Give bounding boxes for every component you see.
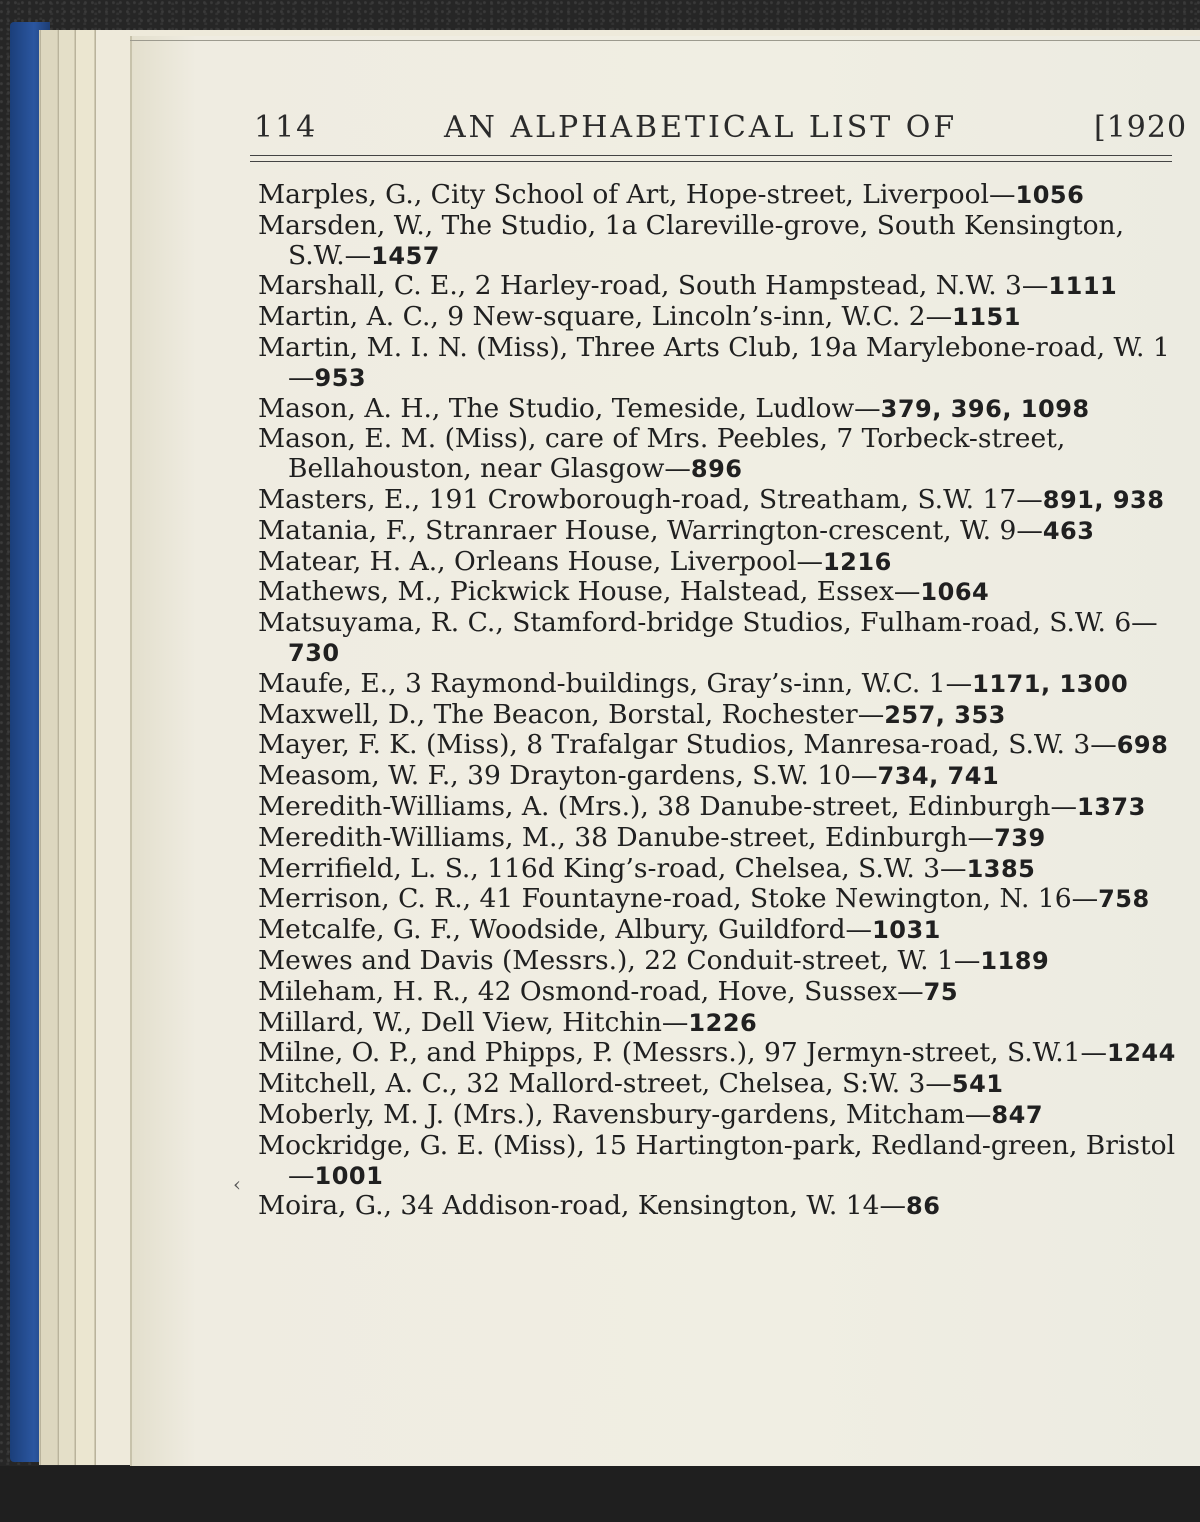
entry-text: Matear, H. A., Orleans House, Liverpool—: [258, 545, 823, 577]
entry-text: Marples, G., City School of Art, Hope-street, Liverpool—: [258, 179, 1016, 210]
list-item: [258, 1131, 1178, 1192]
entry-text: Millard, W., Dell View, Hitchin—: [258, 1006, 689, 1038]
entry-number: 1064: [920, 578, 990, 607]
list-item: [258, 1008, 1178, 1039]
entry-text: Mewes and Davis (Messrs.), 22 Conduit-street, W. 1—: [258, 944, 981, 976]
entry-text: Milne, O. P., and Phipps, P. (Messrs.), 97 Jermyn-street, S.W.1—: [258, 1037, 1108, 1069]
entry-text: Merrison, C. R., 41 Fountayne-road, Stoke Newington, N. 16—: [258, 883, 1099, 915]
list-item: [258, 180, 1178, 211]
list-item: [258, 915, 1178, 946]
entry-number: 698: [1116, 731, 1169, 760]
entry-text: Maufe, E., 3 Raymond-buildings, Gray’s-inn, W.C. 1—: [258, 667, 973, 699]
entry-text: Mayer, F. K. (Miss), 8 Trafalgar Studios, Manresa-road, S.W. 3—: [258, 729, 1117, 761]
list-item: [258, 1100, 1178, 1131]
list-item: [258, 669, 1178, 700]
list-item: [258, 577, 1178, 608]
list-item: [258, 547, 1178, 578]
entry-text: Martin, A. C., 9 New-square, Lincoln’s-inn, W.C. 2—: [258, 301, 953, 333]
page-header: [0, 0, 1200, 160]
list-item: [258, 333, 1178, 394]
entry-number: 1385: [966, 854, 1036, 883]
list-item: [258, 302, 1178, 333]
list-item: [258, 977, 1178, 1008]
entry-number: 847: [991, 1100, 1044, 1129]
page-number: 114: [254, 110, 318, 145]
list-item: [258, 854, 1178, 885]
entry-text: Martin, M. I. N. (Miss), Three Arts Club, 19a Marylebone-road, W. 1—: [258, 331, 1170, 393]
list-item: [258, 424, 1178, 485]
entry-number: 1001: [314, 1161, 384, 1190]
entry-number: 1171, 1300: [972, 669, 1129, 698]
header-double-rule: [250, 155, 1172, 162]
entry-text: Moira, G., 34 Addison-road, Kensington, W. 14—: [258, 1190, 906, 1222]
entry-number: 86: [906, 1192, 941, 1221]
entry-number: 1244: [1107, 1039, 1176, 1068]
entry-number: 1216: [822, 547, 892, 576]
entry-number: 739: [994, 823, 1046, 852]
entry-number: 891, 938: [1042, 485, 1165, 514]
running-title: AN ALPHABETICAL LIST OF: [444, 110, 958, 145]
entry-number: 758: [1098, 885, 1150, 914]
entry-number: 896: [690, 455, 743, 484]
entry-text: Mockridge, G. E. (Miss), 15 Hartington-park, Redland-green, Bristol—: [258, 1129, 1176, 1191]
list-item: [258, 730, 1178, 761]
entry-text: Meredith-Williams, M., 38 Danube-street, Edinburgh—: [258, 821, 995, 853]
entry-number: 379, 396, 1098: [880, 394, 1090, 423]
entry-number: 257, 353: [884, 700, 1006, 729]
margin-mark: ‹: [233, 1172, 241, 1196]
entry-list: [258, 180, 1178, 1222]
entry-text: Measom, W. F., 39 Drayton-gardens, S.W. 10—: [258, 760, 878, 792]
list-item: [258, 884, 1178, 915]
entry-number: 1031: [872, 916, 941, 945]
entry-number: 463: [1042, 516, 1095, 545]
entry-number: 1373: [1077, 792, 1146, 821]
entry-number: 953: [314, 363, 367, 392]
list-item: [258, 608, 1178, 669]
entry-number: 1111: [1048, 272, 1118, 301]
entry-text: Meredith-Williams, A. (Mrs.), 38 Danube-street, Edinburgh—: [258, 790, 1077, 822]
entry-text: Marsden, W., The Studio, 1a Clareville-grove, South Kensington, S.W.—: [258, 209, 1125, 271]
entry-text: Matania, F., Stranraer House, Warrington-crescent, W. 9—: [258, 514, 1043, 546]
entry-text: Mason, E. M. (Miss), care of Mrs. Peebles, 7 Torbeck-street, Bellahouston, near Glasgow—: [258, 423, 1066, 485]
list-item: [258, 761, 1178, 792]
list-item: [258, 271, 1178, 302]
entry-text: Mathews, M., Pickwick House, Halstead, Essex—: [258, 576, 921, 608]
entry-number: 75: [923, 977, 959, 1006]
entry-text: Moberly, M. J. (Mrs.), Ravensbury-gardens, Mitcham—: [258, 1098, 992, 1130]
entry-number: 1151: [952, 303, 1021, 332]
entry-text: Mileham, H. R., 42 Osmond-road, Hove, Sussex—: [258, 975, 924, 1007]
entry-text: Masters, E., 191 Crowborough-road, Streatham, S.W. 17—: [258, 483, 1043, 515]
entry-text: Mitchell, A. C., 32 Mallord-street, Chelsea, S:W. 3—: [258, 1068, 952, 1100]
list-item: [258, 946, 1178, 977]
list-item: [258, 1191, 1178, 1222]
entry-text: Marshall, C. E., 2 Harley-road, South Hampstead, N.W. 3—: [258, 270, 1049, 302]
list-item: [258, 792, 1178, 823]
year-marker: [1920: [1094, 110, 1188, 145]
entry-text: Matsuyama, R. C., Stamford-bridge Studios, Fulham-road, S.W. 6—: [258, 607, 1158, 639]
entry-number: 730: [288, 638, 340, 667]
list-item: [258, 394, 1178, 425]
entry-number: 1226: [688, 1008, 758, 1037]
list-item: [258, 211, 1178, 272]
entry-number: 1457: [371, 241, 440, 270]
entry-text: Maxwell, D., The Beacon, Borstal, Rochester—: [258, 698, 885, 730]
entry-text: Merrifield, L. S., 116d King’s-road, Chelsea, S.W. 3—: [258, 852, 967, 884]
entry-number: 1056: [1015, 181, 1085, 209]
entry-text: Metcalfe, G. F., Woodside, Albury, Guildford—: [258, 914, 873, 946]
list-item: [258, 1069, 1178, 1100]
list-item: [258, 700, 1178, 731]
entry-number: 541: [951, 1070, 1004, 1099]
entry-number: 1189: [980, 946, 1050, 975]
entry-text: Mason, A. H., The Studio, Temeside, Ludlow—: [258, 392, 881, 424]
list-item: [258, 485, 1178, 516]
list-item: [258, 1038, 1178, 1069]
list-item: [258, 516, 1178, 547]
entry-number: 734, 741: [877, 762, 1000, 791]
list-item: [258, 823, 1178, 854]
bottom-surface: [0, 1466, 1200, 1522]
